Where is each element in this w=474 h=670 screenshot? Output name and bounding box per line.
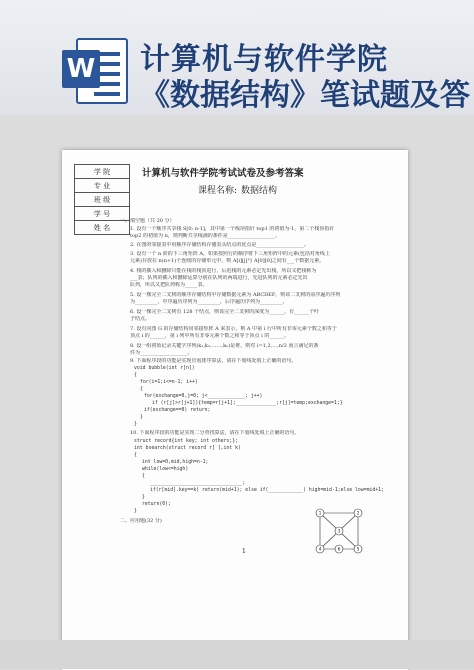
question-line: 2. 在图的邻接表中用顺序存储结构存储表头结点的优点是___________________。 [130,242,309,248]
code-line: int low=0,mid,high=n-1; [142,460,209,465]
course-name [198,183,281,196]
document-title: 计算机与软件学院考试试卷及参考答案 [142,168,304,179]
question-line: 7. 设有向图 G 的存储结构用邻接矩阵 A 来表示，则 A 中第 i 行中所有非零元素个数之和等于 [130,326,337,332]
graph-node-label: 5 [356,547,360,553]
code-line: } [134,509,137,514]
question-line: 6. 设一棵完全二叉树有 128 个结点，则该完全二叉树的深度为______，有______个叶 [130,309,320,315]
code-line: } [140,415,143,420]
question-line: 子结点。 [130,316,151,322]
question-line: 顶点 i 的______，第 i 列中所有非零元素个数之和等于顶点 i 的______。 [130,333,290,339]
code-line: } [134,422,137,427]
code-line: for(i=1;i<=n-1; i++) [140,380,198,385]
question-line: top2 的初值为 n，则判断共享栈满的条件是___________________。 [130,233,281,239]
question-line: 10. 下面程序段的功能是实现二分查找算法，请在下划线处填上正确的语句。 [130,430,300,436]
question-line: 3. 设有一个 n 阶的下三角矩阵 A，如果按照行的顺序将下三角矩阵中的元素(包括对角线上 [130,251,330,257]
question-line: 元素)存放在 n(n+1)个连续的存储单元中，则 A[i][j]与 A[0][0]之间有___个数据元素。 [130,258,325,264]
info-cell-class: 班 级 [75,193,130,207]
code-line: int bsearch(struct record r[ ],int k) [134,446,241,451]
graph-node-label: 3 [337,529,341,535]
code-line: for(exchange=0,j=0; j<_____________; j++) [144,394,263,399]
info-cell-id: 学 号 [75,207,130,221]
code-line: { [134,453,137,458]
code-line: void bubble(int r[n]) [134,366,195,371]
question-line: 队列，所以又把队列称为_____表。 [130,282,208,288]
code-line: while(low<=high) [142,467,189,472]
course-label: 课程名称: [198,186,238,196]
question-line: 为_________，中序遍历序列为_________，后序遍历序列为_________。 [130,299,288,305]
section2-heading: 二、应用题(32 分) [120,518,162,524]
code-line: { [142,474,145,479]
graph-node-label: 1 [318,511,322,517]
code-line: { [140,387,143,392]
info-cell-major: 专 业 [75,179,130,193]
exam-paper [62,150,408,670]
banner-title-line1: 计算机与软件学院 [140,42,388,77]
bottom-margin [0,640,474,669]
question-line: 件为___________________。 [130,350,193,356]
code-line: return(0); [142,502,171,507]
graph-node-label: 6 [337,547,341,553]
code-line: if (r[j]>r[j+1]){temp=r[j+1];______________;r[j]=temp;exchange=1;} [152,401,343,406]
question-line: 1. 设有一个顺序共享栈 S[0: n-1]，其中第一个栈项指针 top1 的初值为-1，第二个栈顶指针 [130,226,335,232]
code-line: { [134,373,137,378]
section1-heading: 一、填空题（共 20 分） [120,218,175,224]
page-number: 1 [242,548,246,555]
question-line: 9. 下面程序段的功能是实现冒泡排序算法，请在下划线处填上正确的语句。 [130,358,297,364]
banner-title-line2: 《数据结构》笔试题及答 [140,78,470,113]
info-cell-name: 姓 名 [75,221,130,235]
code-line: struct record{int key; int others;}; [134,439,238,444]
question-line: ___表；队列的插入和删除运算分别在队列的两端进行，先进队列的元素必定先出 [130,275,308,281]
question-line: 5. 设一棵完全二叉树的顺序存储结构中存储数据元素为 ABCDEF，则该二叉树的前序遍历序列 [130,292,341,298]
banner [0,0,474,115]
question-line: 8. 设一组初始记录关键字序列(k₁,k₂,……,kₙ)是堆，则对 i=1,2,…,n/2 而言满足的条 [130,343,319,349]
info-cell-college: 学 院 [75,165,130,179]
code-line: } [142,495,145,500]
code-line: if(exchange==0) return; [144,408,211,413]
code-line: ________________________________; [150,481,246,486]
course-value: 数据结构 [241,186,278,196]
word-document-icon: W [62,36,126,106]
graph-node-label: 4 [318,547,322,553]
question-line: 4. 栈的插入和删除只能在栈的栈顶进行，后进栈的元素必定先出栈，所以又把栈称为 [130,268,317,274]
code-line: if(r[mid].key==k) return(mid+1); else if(____________) high=mid-1;else low=mid+1; [150,488,384,493]
graph-node-label: 2 [356,511,360,517]
graph-diagram [310,505,368,557]
